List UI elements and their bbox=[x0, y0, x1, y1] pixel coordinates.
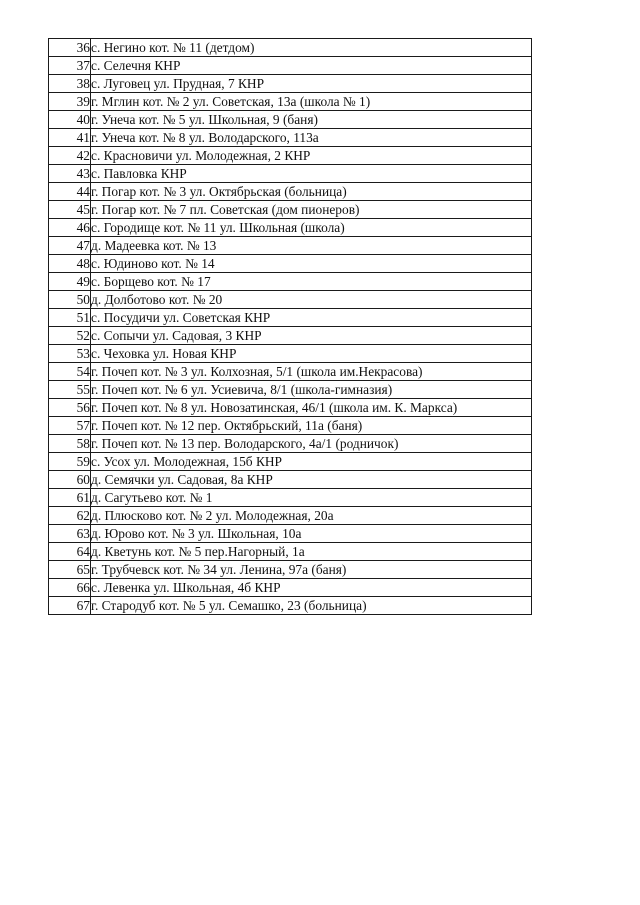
row-number: 65 bbox=[49, 561, 91, 579]
row-address: с. Красновичи ул. Молодежная, 2 КНР bbox=[91, 147, 532, 165]
table-row bbox=[49, 75, 532, 93]
boiler-list-table bbox=[48, 38, 532, 615]
table-row bbox=[49, 435, 532, 453]
row-address: с. Усох ул. Молодежная, 15б КНР bbox=[91, 453, 532, 471]
table-row bbox=[49, 147, 532, 165]
table-row bbox=[49, 489, 532, 507]
row-number: 46 bbox=[49, 219, 91, 237]
row-number: 42 bbox=[49, 147, 91, 165]
row-number: 44 bbox=[49, 183, 91, 201]
table-row bbox=[49, 597, 532, 615]
row-number: 63 bbox=[49, 525, 91, 543]
row-address: г. Погар кот. № 7 пл. Советская (дом пионеров) bbox=[91, 201, 532, 219]
table-row bbox=[49, 399, 532, 417]
row-address: д. Юрово кот. № 3 ул. Школьная, 10а bbox=[91, 525, 532, 543]
table-row bbox=[49, 111, 532, 129]
row-address: с. Юдиново кот. № 14 bbox=[91, 255, 532, 273]
table-row bbox=[49, 291, 532, 309]
row-address: с. Негино кот. № 11 (детдом) bbox=[91, 39, 532, 57]
row-address: г. Мглин кот. № 2 ул. Советская, 13а (школа № 1) bbox=[91, 93, 532, 111]
table-row bbox=[49, 579, 532, 597]
row-number: 37 bbox=[49, 57, 91, 75]
row-address: с. Луговец ул. Прудная, 7 КНР bbox=[91, 75, 532, 93]
row-number: 51 bbox=[49, 309, 91, 327]
row-number: 41 bbox=[49, 129, 91, 147]
table-row bbox=[49, 543, 532, 561]
row-number: 55 bbox=[49, 381, 91, 399]
row-number: 39 bbox=[49, 93, 91, 111]
row-address: г. Почеп кот. № 3 ул. Колхозная, 5/1 (школа им.Некрасова) bbox=[91, 363, 532, 381]
table-row bbox=[49, 417, 532, 435]
row-number: 43 bbox=[49, 165, 91, 183]
row-address: с. Павловка КНР bbox=[91, 165, 532, 183]
row-address: г. Почеп кот. № 6 ул. Усиевича, 8/1 (школа-гимназия) bbox=[91, 381, 532, 399]
table-row bbox=[49, 165, 532, 183]
row-address: г. Почеп кот. № 13 пер. Володарского, 4а/1 (родничок) bbox=[91, 435, 532, 453]
table-row bbox=[49, 273, 532, 291]
row-address: г. Погар кот. № 3 ул. Октябрьская (больница) bbox=[91, 183, 532, 201]
table-row bbox=[49, 363, 532, 381]
row-address: д. Сагутьево кот. № 1 bbox=[91, 489, 532, 507]
row-address: г. Трубчевск кот. № 34 ул. Ленина, 97а (баня) bbox=[91, 561, 532, 579]
row-address: г. Почеп кот. № 8 ул. Новозатинская, 46/1 (школа им. К. Маркса) bbox=[91, 399, 532, 417]
table-row bbox=[49, 129, 532, 147]
row-number: 54 bbox=[49, 363, 91, 381]
table-row bbox=[49, 453, 532, 471]
row-number: 38 bbox=[49, 75, 91, 93]
row-address: с. Сопычи ул. Садовая, 3 КНР bbox=[91, 327, 532, 345]
row-address: д. Плюсково кот. № 2 ул. Молодежная, 20а bbox=[91, 507, 532, 525]
row-number: 40 bbox=[49, 111, 91, 129]
table-row bbox=[49, 471, 532, 489]
table-row bbox=[49, 381, 532, 399]
table-row bbox=[49, 219, 532, 237]
row-number: 60 bbox=[49, 471, 91, 489]
table-row bbox=[49, 561, 532, 579]
row-number: 67 bbox=[49, 597, 91, 615]
table-row bbox=[49, 237, 532, 255]
table-row bbox=[49, 183, 532, 201]
row-number: 56 bbox=[49, 399, 91, 417]
row-number: 64 bbox=[49, 543, 91, 561]
table-row bbox=[49, 309, 532, 327]
row-number: 52 bbox=[49, 327, 91, 345]
row-address: с. Городище кот. № 11 ул. Школьная (школа) bbox=[91, 219, 532, 237]
table-row bbox=[49, 345, 532, 363]
row-number: 59 bbox=[49, 453, 91, 471]
row-address: д. Семячки ул. Садовая, 8а КНР bbox=[91, 471, 532, 489]
row-number: 50 bbox=[49, 291, 91, 309]
table-row bbox=[49, 327, 532, 345]
table-row bbox=[49, 93, 532, 111]
row-number: 49 bbox=[49, 273, 91, 291]
row-address: с. Чеховка ул. Новая КНР bbox=[91, 345, 532, 363]
row-address: с. Левенка ул. Школьная, 4б КНР bbox=[91, 579, 532, 597]
row-address: с. Борщево кот. № 17 bbox=[91, 273, 532, 291]
row-address: с. Селечня КНР bbox=[91, 57, 532, 75]
row-number: 45 bbox=[49, 201, 91, 219]
row-address: с. Посудичи ул. Советская КНР bbox=[91, 309, 532, 327]
row-address: г. Унеча кот. № 5 ул. Школьная, 9 (баня) bbox=[91, 111, 532, 129]
row-number: 61 bbox=[49, 489, 91, 507]
row-address: д. Долботово кот. № 20 bbox=[91, 291, 532, 309]
row-number: 62 bbox=[49, 507, 91, 525]
row-number: 57 bbox=[49, 417, 91, 435]
row-number: 47 bbox=[49, 237, 91, 255]
table-row bbox=[49, 507, 532, 525]
row-address: д. Кветунь кот. № 5 пер.Нагорный, 1а bbox=[91, 543, 532, 561]
row-number: 53 bbox=[49, 345, 91, 363]
table-body bbox=[49, 39, 532, 615]
row-address: г. Стародуб кот. № 5 ул. Семашко, 23 (больница) bbox=[91, 597, 532, 615]
row-address: г. Унеча кот. № 8 ул. Володарского, 113а bbox=[91, 129, 532, 147]
table-row bbox=[49, 201, 532, 219]
table-row bbox=[49, 39, 532, 57]
row-number: 66 bbox=[49, 579, 91, 597]
row-address: д. Мадеевка кот. № 13 bbox=[91, 237, 532, 255]
row-number: 36 bbox=[49, 39, 91, 57]
row-number: 48 bbox=[49, 255, 91, 273]
table-row bbox=[49, 255, 532, 273]
row-number: 58 bbox=[49, 435, 91, 453]
table-row bbox=[49, 57, 532, 75]
table-row bbox=[49, 525, 532, 543]
row-address: г. Почеп кот. № 12 пер. Октябрьский, 11а (баня) bbox=[91, 417, 532, 435]
